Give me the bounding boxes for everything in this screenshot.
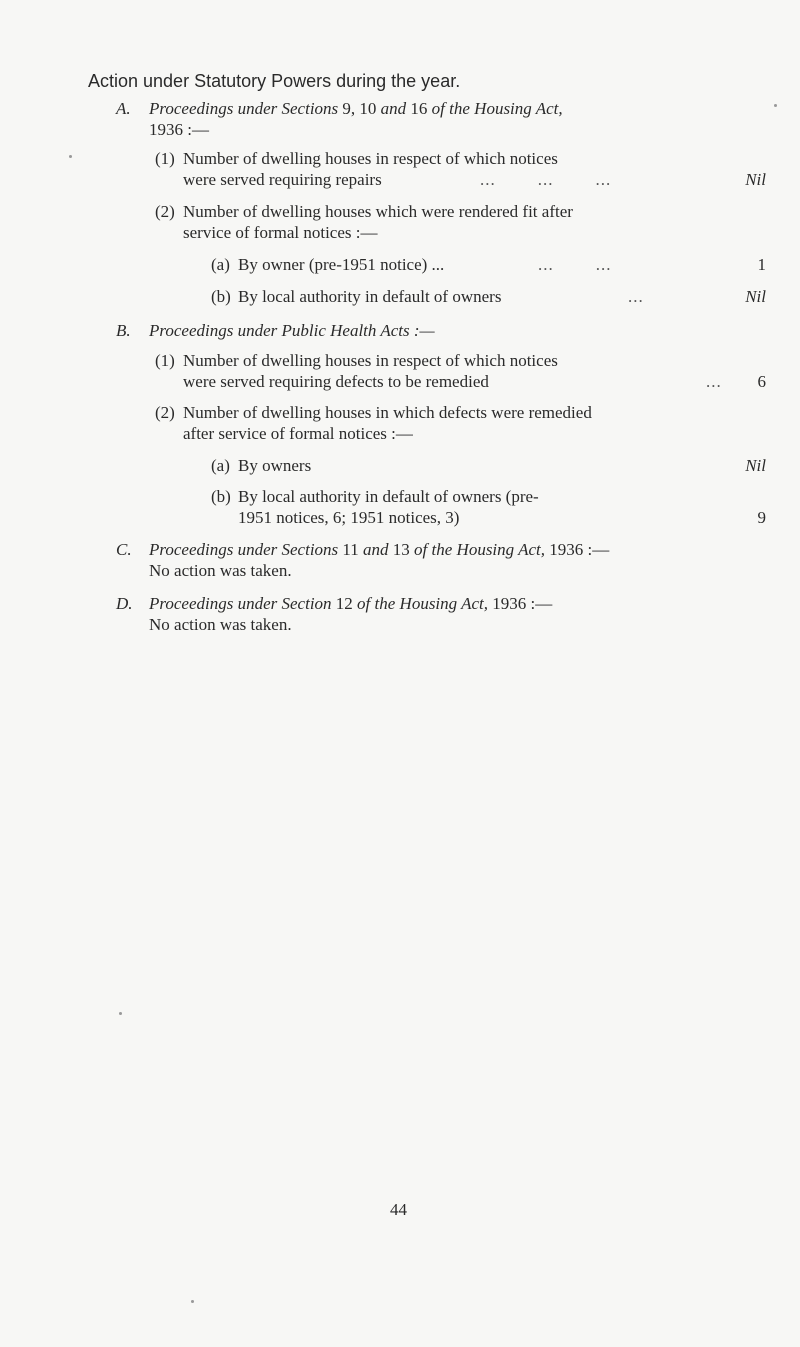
- leader-dots: ...: [706, 372, 722, 391]
- section-b-item1-number: (1): [155, 351, 175, 370]
- page-heading: Action under Statutory Powers during the year.: [88, 71, 461, 91]
- section-b-item1-line1: Number of dwelling houses in respect of which notices: [183, 351, 558, 370]
- section-a-item2-number: (2): [155, 202, 175, 221]
- section-b-item2b-line1: By local authority in default of owners (pre-: [238, 487, 539, 506]
- section-b-item2a-value: Nil: [745, 456, 766, 475]
- leader-dots: ... ... ...: [480, 170, 612, 189]
- leader-dots: ... ...: [538, 255, 612, 274]
- section-b-title: Proceedings under Public Health Acts :—: [149, 321, 435, 340]
- section-b-item1-line2: were served requiring defects to be remedied: [183, 372, 489, 391]
- section-d-body: No action was taken.: [149, 615, 292, 634]
- leader-dots: ...: [628, 287, 644, 306]
- paper-speck: [774, 104, 777, 107]
- section-a-item2a-text: By owner (pre-1951 notice) ...: [238, 255, 445, 274]
- section-a-item2b-value: Nil: [745, 287, 766, 306]
- section-a-item2a-label: (a): [211, 255, 230, 274]
- section-a-item1-number: (1): [155, 149, 175, 168]
- section-b-item2a-label: (a): [211, 456, 230, 475]
- section-a-item1-value: Nil: [745, 170, 766, 189]
- paper-speck: [119, 1012, 122, 1015]
- section-a-title: Proceedings under Sections 9, 10 and 16 of the Housing Act,: [149, 99, 563, 118]
- page-number: 44: [390, 1200, 407, 1219]
- section-a-item2a-value: 1: [757, 255, 766, 274]
- section-b-item2-number: (2): [155, 403, 175, 422]
- section-a-item2-line2: service of formal notices :—: [183, 223, 378, 242]
- section-c-title: Proceedings under Sections 11 and 13 of the Housing Act, 1936 :—: [149, 540, 610, 559]
- section-a-item1-line1: Number of dwelling houses in respect of which notices: [183, 149, 558, 168]
- section-b-item2a-text: By owners: [238, 456, 312, 475]
- section-a-item2-line1: Number of dwelling houses which were rendered fit after: [183, 202, 573, 221]
- section-b-item1-value: 6: [757, 372, 766, 391]
- section-b-item2b-value: 9: [757, 508, 766, 527]
- section-a-item1-line2: were served requiring repairs: [183, 170, 382, 189]
- section-b-item2-line1: Number of dwelling houses in which defects were remedied: [183, 403, 592, 422]
- section-a-item2b-text: By local authority in default of owners: [238, 287, 502, 306]
- section-c-letter: C.: [116, 540, 132, 559]
- section-b-item2-line2: after service of formal notices :—: [183, 424, 413, 443]
- section-a-title-year: 1936 :—: [149, 120, 209, 139]
- section-b-item2b-label: (b): [211, 487, 231, 506]
- section-d-title: Proceedings under Section 12 of the Housing Act, 1936 :—: [149, 594, 553, 613]
- section-b-item2b-line2: 1951 notices, 6; 1951 notices, 3): [238, 508, 460, 527]
- section-d-letter: D.: [116, 594, 133, 613]
- paper-speck: [69, 155, 72, 158]
- paper-speck: [191, 1300, 194, 1303]
- section-b-letter: B.: [116, 321, 131, 340]
- section-c-body: No action was taken.: [149, 561, 292, 580]
- section-a-item2b-label: (b): [211, 287, 231, 306]
- section-a-letter: A.: [116, 99, 131, 118]
